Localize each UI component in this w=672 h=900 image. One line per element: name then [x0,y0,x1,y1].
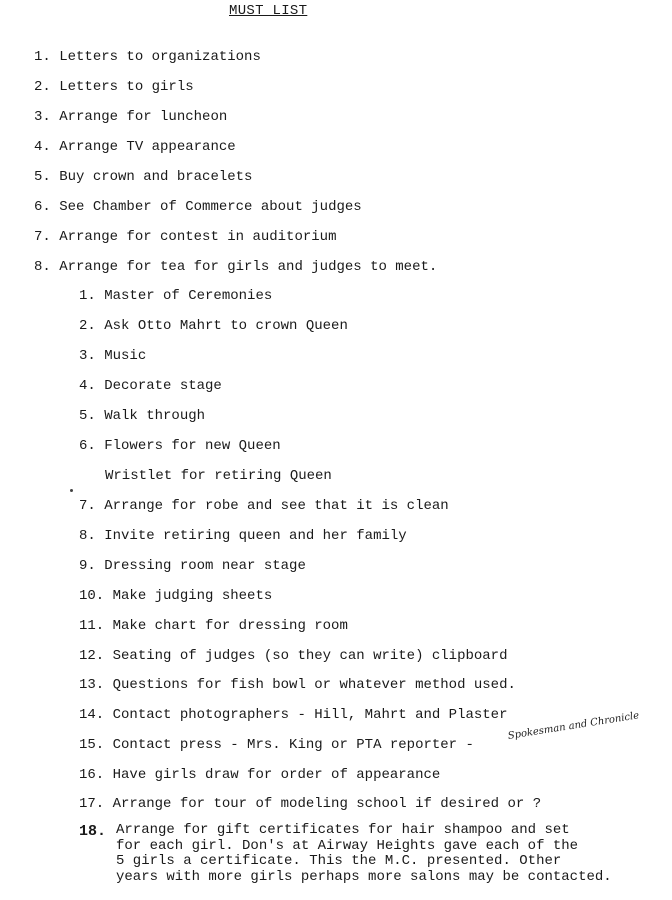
item-18-paragraph [116,823,612,885]
item-number: 5. [34,169,51,185]
item-number: 3. [34,109,51,125]
item-number: 6. [34,199,51,215]
paragraph-line: years with more girls perhaps more salons may be contacted. [116,868,612,885]
sub-list-item [79,677,516,693]
item-number: 8. [34,259,51,275]
item-number: 2. [79,318,96,334]
item-number: 7. [79,498,96,514]
item-number: 13. [79,677,105,693]
sub-list-item [79,498,449,514]
list-item [34,169,252,185]
item-number: 9. [79,558,96,574]
item-text: Contact press - Mrs. King or PTA reporter - [112,737,474,753]
sub-list-item [79,318,348,334]
item-number: 8. [79,528,96,544]
paragraph-line: 5 girls a certificate. This the M.C. presented. Other [116,853,562,869]
item-number: 6. [79,438,96,454]
item-text: Arrange for robe and see that it is clean [104,498,449,514]
item-text: Letters to organizations [59,49,261,65]
sub-list-item [79,288,272,304]
item-number: 4. [79,378,96,394]
item-text: Flowers for new Queen [104,438,281,454]
item-text: Arrange TV appearance [59,139,236,155]
item-text: Master of Ceremonies [104,288,273,304]
item-text: Letters to girls [59,79,194,95]
item-text: Seating of judges (so they can write) clipboard [112,648,508,664]
sub-list-item [79,558,306,574]
sub-list-item [79,528,407,544]
item-number: 12. [79,648,105,664]
sub-list-item [79,707,508,723]
item-number: 1. [34,49,51,65]
item-text: Arrange for tea for girls and judges to meet. [59,259,438,275]
sub-list-item [79,737,474,753]
list-item [34,79,194,95]
item-number: 17. [79,796,105,812]
item-number: 1. [79,288,96,304]
sub-list-item [79,618,348,634]
list-item [34,199,362,215]
item-text: Music [104,348,147,364]
item-text: Have girls draw for order of appearance [112,767,441,783]
item-number: 7. [34,229,51,245]
item-number: 3. [79,348,96,364]
stray-mark [70,489,73,492]
sub-list-item [79,348,146,364]
list-item [34,139,236,155]
continuation-line: Wristlet for retiring Queen [105,468,332,484]
sub-list-item [79,588,272,604]
sub-list-item [79,408,205,424]
list-item [34,109,227,125]
handwritten-note: Spokesman and Chronicle [507,710,640,742]
paragraph-line: for each girl. Don's at Airway Heights gave each of the [116,837,579,854]
item-number: 2. [34,79,51,95]
item-number: 10. [79,588,105,604]
list-item [34,49,261,65]
item-text: Make chart for dressing room [112,618,348,634]
item-number: 15. [79,737,105,753]
item-text: Decorate stage [104,378,222,394]
item-text: Contact photographers - Hill, Mahrt and Plaster [112,707,508,723]
sub-list-item [79,378,222,394]
item-text: Arrange for tour of modeling school if desired or ? [112,796,542,812]
item-text: Dressing room near stage [104,558,306,574]
item-text: Arrange for luncheon [59,109,228,125]
item-number: 14. [79,707,105,723]
item-number: 16. [79,767,105,783]
page-title: MUST LIST [229,3,308,19]
item-number: 18. [79,823,107,840]
item-text: Ask Otto Mahrt to crown Queen [104,318,348,334]
sub-list-item [79,648,508,664]
item-text: Arrange for contest in auditorium [59,229,337,245]
item-number: 4. [34,139,51,155]
item-text: Walk through [104,408,206,424]
list-item [34,259,437,275]
item-number: 11. [79,618,105,634]
list-item [34,229,336,245]
sub-list-item [79,438,281,454]
item-text: Questions for fish bowl or whatever method used. [112,677,516,693]
item-number: 5. [79,408,96,424]
item-text: Invite retiring queen and her family [104,528,407,544]
item-text: See Chamber of Commerce about judges [59,199,362,215]
item-text: Buy crown and bracelets [59,169,253,185]
sub-list-item [79,796,541,812]
item-text: Make judging sheets [112,588,273,604]
sub-list-item [79,767,440,783]
paragraph-line: Arrange for gift certificates for hair shampoo and set [116,822,570,838]
